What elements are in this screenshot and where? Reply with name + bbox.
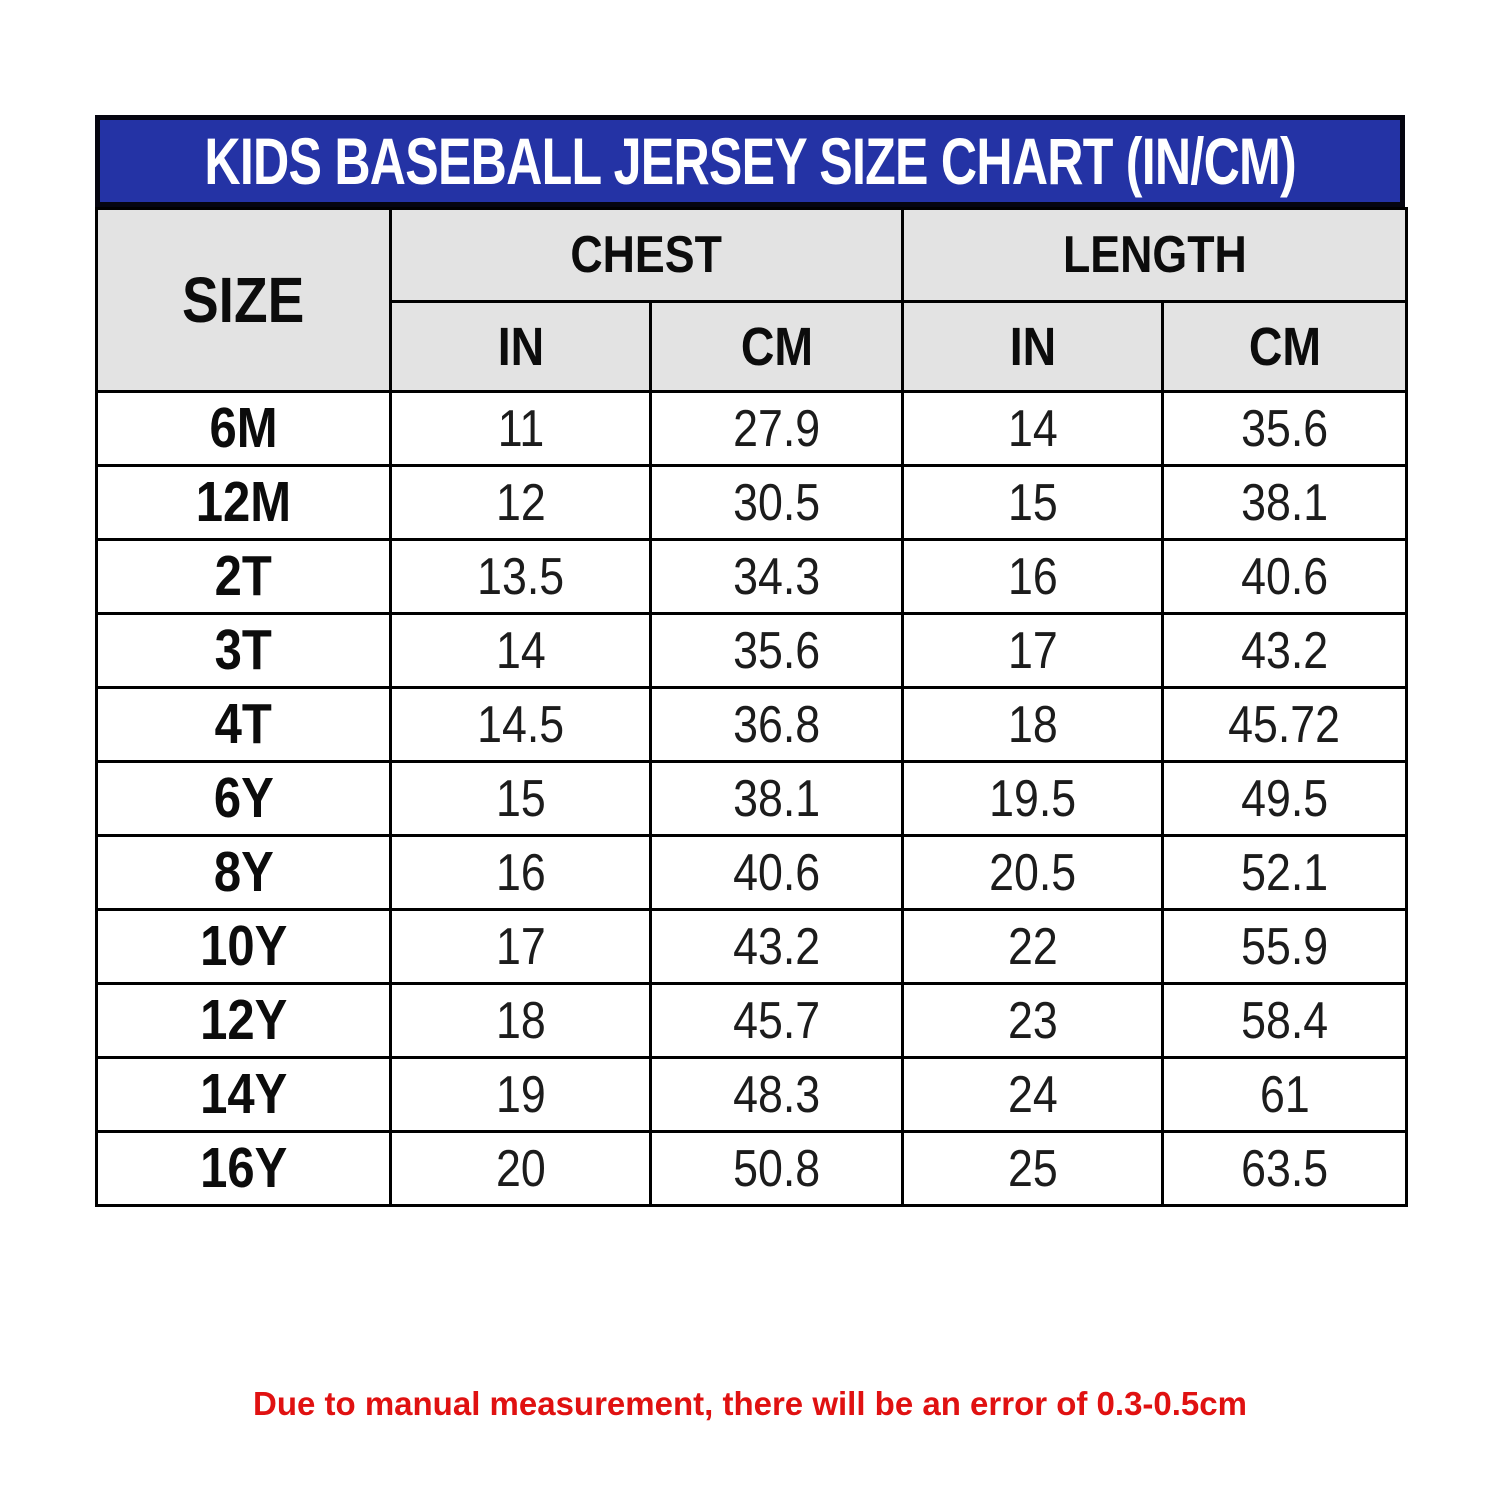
table-row [97,984,1407,1058]
size-cell: 10Y [97,910,391,984]
header-chest [391,209,903,302]
chest-in-cell: 13.5 [391,540,651,614]
chest-cm-cell: 30.5 [651,466,903,540]
size-cell: 12M [97,466,391,540]
length-in-cell: 22 [903,910,1163,984]
table-header-row-groups [97,209,1407,302]
chest-in-cell: 17 [391,910,651,984]
chest-cm-cell: 45.7 [651,984,903,1058]
table-row [97,762,1407,836]
header-chest-in [391,302,651,392]
chest-in-cell: 11 [391,392,651,466]
length-cm-cell: 61 [1163,1058,1407,1132]
header-length-in [903,302,1163,392]
length-in-cell: 14 [903,392,1163,466]
header-chest-cm [651,302,903,392]
table-row [97,836,1407,910]
chest-cm-cell: 27.9 [651,392,903,466]
size-cell: 6M [97,392,391,466]
header-chest-in-label: IN [497,316,544,377]
header-length-in-label: IN [1009,316,1056,377]
header-length [903,209,1407,302]
header-chest-cm-label: CM [740,316,813,377]
size-chart-table [95,207,1408,1207]
chest-cm-cell: 35.6 [651,614,903,688]
chart-title: KIDS BASEBALL JERSEY SIZE CHART (IN/CM) [204,124,1296,198]
length-in-cell: 19.5 [903,762,1163,836]
length-cm-cell: 63.5 [1163,1132,1407,1206]
table-row [97,540,1407,614]
length-cm-cell: 40.6 [1163,540,1407,614]
length-in-cell: 18 [903,688,1163,762]
length-cm-cell: 43.2 [1163,614,1407,688]
length-in-cell: 16 [903,540,1163,614]
chest-cm-cell: 40.6 [651,836,903,910]
length-cm-cell: 45.72 [1163,688,1407,762]
chest-in-cell: 20 [391,1132,651,1206]
table-row [97,614,1407,688]
chest-in-cell: 14.5 [391,688,651,762]
size-chart [95,115,1405,1207]
chest-cm-cell: 50.8 [651,1132,903,1206]
header-length-cm-label: CM [1248,316,1321,377]
length-in-cell: 23 [903,984,1163,1058]
size-cell: 14Y [97,1058,391,1132]
chest-in-cell: 18 [391,984,651,1058]
size-cell: 8Y [97,836,391,910]
length-cm-cell: 52.1 [1163,836,1407,910]
length-cm-cell: 55.9 [1163,910,1407,984]
chest-in-cell: 15 [391,762,651,836]
length-in-cell: 20.5 [903,836,1163,910]
table-row [97,910,1407,984]
measurement-disclaimer: Due to manual measurement, there will be an error of 0.3-0.5cm [253,1385,1247,1422]
chest-cm-cell: 38.1 [651,762,903,836]
chest-cm-cell: 48.3 [651,1058,903,1132]
size-cell: 2T [97,540,391,614]
header-size [97,209,391,392]
table-row [97,688,1407,762]
header-length-label: LENGTH [1062,226,1247,284]
chest-in-cell: 12 [391,466,651,540]
table-row [97,466,1407,540]
table-row [97,392,1407,466]
length-cm-cell: 49.5 [1163,762,1407,836]
header-chest-label: CHEST [570,226,723,284]
header-length-cm [1163,302,1407,392]
length-cm-cell: 38.1 [1163,466,1407,540]
title-banner [95,115,1405,207]
length-in-cell: 15 [903,466,1163,540]
chest-in-cell: 19 [391,1058,651,1132]
chest-in-cell: 14 [391,614,651,688]
chest-cm-cell: 34.3 [651,540,903,614]
header-size-label: SIZE [182,264,305,336]
size-cell: 16Y [97,1132,391,1206]
size-cell: 12Y [97,984,391,1058]
table-row [97,1058,1407,1132]
chest-cm-cell: 36.8 [651,688,903,762]
chest-cm-cell: 43.2 [651,910,903,984]
chest-in-cell: 16 [391,836,651,910]
size-cell: 4T [97,688,391,762]
table-row [97,1132,1407,1206]
length-cm-cell: 35.6 [1163,392,1407,466]
length-in-cell: 24 [903,1058,1163,1132]
length-cm-cell: 58.4 [1163,984,1407,1058]
length-in-cell: 17 [903,614,1163,688]
length-in-cell: 25 [903,1132,1163,1206]
size-cell: 3T [97,614,391,688]
size-cell: 6Y [97,762,391,836]
